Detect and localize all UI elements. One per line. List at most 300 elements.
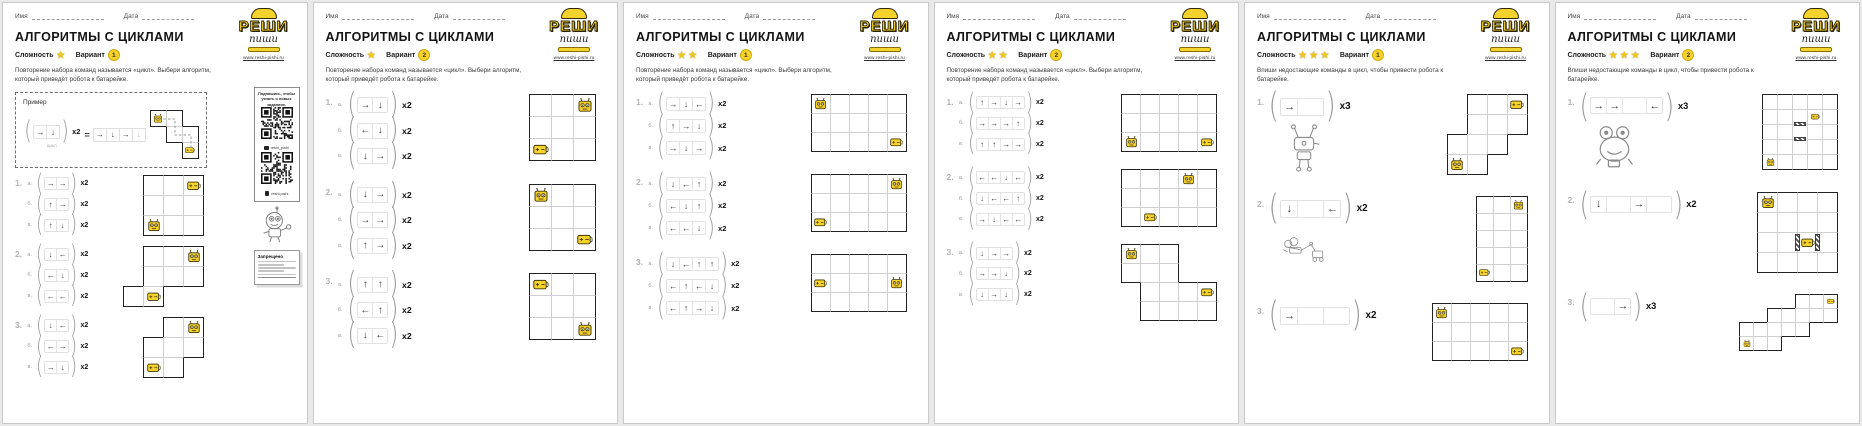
grid-cell bbox=[1817, 232, 1838, 253]
date-line bbox=[1695, 12, 1747, 20]
options-list bbox=[957, 163, 1044, 233]
grid-cell bbox=[830, 212, 850, 232]
difficulty-star: ★ bbox=[677, 49, 686, 60]
grid-cell bbox=[1140, 244, 1160, 264]
grid-cell bbox=[1822, 139, 1838, 155]
grid-cell bbox=[529, 206, 552, 229]
open-paren: ( bbox=[36, 239, 44, 268]
repeat-label: x2 bbox=[1035, 119, 1044, 127]
fill-loop-block bbox=[1578, 287, 1657, 326]
loop-cell: ↑ bbox=[362, 279, 368, 291]
robot-icon bbox=[1125, 248, 1138, 260]
loop-cell: → bbox=[372, 213, 387, 227]
grid-cell bbox=[183, 266, 204, 287]
loop-cells bbox=[666, 301, 719, 315]
page-title: АЛГОРИТМЫ С ЦИКЛАМИ bbox=[946, 30, 1116, 44]
grid-cell bbox=[163, 215, 184, 236]
grid-cell bbox=[1470, 322, 1490, 342]
puzzle-grid bbox=[1121, 94, 1218, 153]
wall-hatch bbox=[1795, 234, 1800, 251]
loop-cell-blank bbox=[1606, 197, 1630, 212]
grid-cell bbox=[1757, 212, 1778, 233]
loop-cells bbox=[976, 171, 1025, 184]
grid-cell-robot bbox=[811, 94, 831, 114]
grid-cell bbox=[1809, 308, 1824, 323]
options-list bbox=[25, 310, 89, 381]
loop-cell: ↓ bbox=[362, 150, 368, 162]
loop-cells bbox=[357, 123, 388, 139]
repeat-label: x2 bbox=[718, 121, 727, 131]
grid-cell bbox=[1467, 94, 1488, 115]
loop-cells bbox=[666, 279, 719, 293]
fill-loop-block bbox=[1267, 85, 1351, 174]
repeat-label: x2 bbox=[72, 127, 81, 137]
loop-cells bbox=[44, 269, 69, 282]
pencil-icon bbox=[558, 47, 590, 52]
grid-cell bbox=[1140, 132, 1160, 152]
puzzle-grid-wrap bbox=[811, 254, 908, 313]
grid-cell bbox=[183, 195, 204, 216]
repeat-label: x2 bbox=[80, 342, 89, 350]
loop-pill bbox=[35, 310, 89, 339]
date-line bbox=[453, 12, 505, 20]
loop-cell: → bbox=[1614, 299, 1630, 314]
loop-cell: ← bbox=[988, 172, 1000, 183]
puzzle-grid bbox=[811, 94, 908, 153]
grid-cell bbox=[1822, 109, 1838, 125]
difficulty-star: ★ bbox=[1620, 49, 1629, 60]
close-paren: ) bbox=[70, 239, 78, 268]
algorithm-option bbox=[957, 129, 1044, 158]
loop-cell-blank bbox=[1646, 197, 1670, 212]
grid-cell bbox=[123, 286, 144, 307]
grid-cell bbox=[1507, 114, 1528, 135]
grid-cell bbox=[143, 175, 164, 196]
loop-cell: → bbox=[988, 268, 1000, 279]
date-line bbox=[142, 12, 194, 20]
option-letter: б. bbox=[337, 127, 343, 134]
repeat-label: x2 bbox=[718, 223, 727, 233]
open-paren: ( bbox=[36, 260, 44, 289]
puzzle-grid-wrap bbox=[1739, 294, 1839, 352]
close-paren: ) bbox=[389, 317, 399, 353]
loop-cells bbox=[1590, 196, 1672, 213]
grid-cell bbox=[1178, 113, 1198, 133]
loop-pill bbox=[656, 110, 727, 141]
loop-caption: цикл bbox=[46, 142, 57, 148]
option-letter: а. bbox=[648, 260, 653, 267]
loop-pill bbox=[1267, 187, 1368, 228]
open-paren: ( bbox=[657, 247, 665, 278]
loop-cell: ← bbox=[1000, 214, 1012, 225]
option-letter: а. bbox=[27, 251, 32, 258]
grid-cell bbox=[1795, 308, 1810, 323]
puzzle-grid bbox=[1476, 196, 1529, 283]
puzzle-grid-wrap bbox=[1762, 94, 1839, 171]
open-paren: ( bbox=[1579, 86, 1589, 125]
loop-cell: ↓ bbox=[48, 321, 53, 331]
loop-cell: ↓ bbox=[705, 302, 718, 314]
puzzle-grid-wrap bbox=[529, 94, 597, 162]
brand-logo bbox=[1162, 8, 1228, 60]
puzzle-grid bbox=[123, 246, 205, 308]
option-letter: б. bbox=[648, 122, 653, 129]
loop-cell: ↑ bbox=[692, 178, 705, 190]
grid-cell-robot bbox=[1121, 244, 1141, 264]
loop-cells bbox=[976, 213, 1025, 226]
loop-cell: ← bbox=[360, 125, 371, 137]
options-list bbox=[336, 266, 412, 353]
option-letter: в. bbox=[959, 291, 964, 298]
brand-logo bbox=[1783, 8, 1849, 60]
name-label: Имя bbox=[15, 13, 28, 20]
grid-cell bbox=[868, 212, 888, 232]
puzzle-grid bbox=[1762, 94, 1839, 171]
grid-cell bbox=[551, 228, 574, 251]
grid-cell-battery bbox=[183, 175, 204, 196]
grid-cell bbox=[1777, 109, 1793, 125]
grid-cell-battery bbox=[1197, 132, 1217, 152]
option-letter: а. bbox=[958, 99, 964, 106]
robot-icon bbox=[1125, 136, 1138, 148]
grid-cell bbox=[1197, 94, 1217, 114]
logo-title: РЕШИ bbox=[1791, 18, 1841, 35]
grid-cell bbox=[830, 254, 850, 274]
task bbox=[15, 239, 207, 310]
grid-cell bbox=[1197, 301, 1217, 321]
loop-cell: → bbox=[56, 341, 68, 352]
grid-cell bbox=[1451, 341, 1471, 361]
loop-cells bbox=[44, 340, 69, 353]
battery-icon bbox=[147, 362, 161, 373]
grid-cell-battery bbox=[1507, 94, 1528, 115]
robot-icon bbox=[890, 277, 903, 289]
puzzle-grid-wrap bbox=[1121, 94, 1218, 153]
grid-cell bbox=[163, 246, 184, 267]
name-label: Имя bbox=[1567, 13, 1581, 20]
robot-icon bbox=[187, 321, 201, 334]
loop-pill bbox=[346, 227, 412, 263]
loop-cells bbox=[44, 361, 69, 374]
loop-cell: ↓ bbox=[1000, 172, 1012, 183]
grid-cell bbox=[811, 292, 831, 312]
loop-cell: → bbox=[978, 269, 987, 279]
loop-cells bbox=[976, 96, 1025, 109]
algorithm-option bbox=[25, 168, 89, 197]
grid-cell bbox=[1432, 341, 1452, 361]
task-number: 1. bbox=[636, 96, 644, 107]
robot-icon bbox=[153, 114, 163, 123]
loop-cell: → bbox=[1012, 97, 1024, 108]
grid-cell bbox=[1159, 282, 1179, 302]
algorithm-option bbox=[25, 331, 89, 360]
open-paren: ( bbox=[967, 87, 975, 116]
option-letter: в. bbox=[27, 222, 32, 229]
grid-cell bbox=[1807, 124, 1823, 140]
close-paren: ) bbox=[389, 291, 399, 327]
page-title: АЛГОРИТМЫ С ЦИКЛАМИ bbox=[325, 30, 495, 44]
option-letter: б. bbox=[27, 201, 32, 208]
task bbox=[1567, 86, 1848, 172]
loop-cell: ← bbox=[1000, 193, 1012, 204]
grid-cell bbox=[1823, 308, 1838, 323]
options-list bbox=[336, 176, 412, 263]
instruction-text: Повторение набора команд называется «цикл». Выбери алгоритм, который приведёт робота к батарейке. bbox=[946, 67, 1143, 84]
task-number: 2. bbox=[1567, 195, 1575, 206]
sequence-cell: ↓ bbox=[132, 128, 146, 142]
loop-cell: ↑ bbox=[980, 139, 985, 149]
option-letter: а. bbox=[958, 174, 964, 181]
grid-cell-robot bbox=[1762, 154, 1778, 170]
loop-pill bbox=[656, 212, 727, 243]
grid-cell bbox=[1140, 282, 1160, 302]
option-letter: в. bbox=[338, 153, 343, 160]
loop-cell: ↑ bbox=[48, 220, 53, 230]
grid-cell bbox=[887, 113, 907, 133]
algorithm-option bbox=[25, 260, 89, 289]
grid-cell bbox=[143, 266, 164, 287]
date-line bbox=[1384, 12, 1436, 20]
battery-icon bbox=[577, 233, 593, 246]
puzzle-grid bbox=[1121, 169, 1218, 228]
option-letter: в. bbox=[27, 364, 32, 371]
variant-badge: 2 bbox=[418, 49, 430, 61]
task-number: 2. bbox=[636, 176, 644, 187]
close-paren: ) bbox=[707, 167, 715, 198]
repeat-label: x2 bbox=[80, 271, 89, 279]
date-label: Дата bbox=[744, 13, 760, 20]
task-number: 1. bbox=[1257, 96, 1265, 107]
repeat-label: x2 bbox=[731, 303, 740, 313]
option-letter: б. bbox=[958, 120, 964, 127]
repeat-label: x2 bbox=[1356, 203, 1368, 215]
repeat-label: x3 bbox=[1677, 100, 1689, 111]
grid-cell bbox=[868, 292, 888, 312]
grid-cell bbox=[529, 94, 552, 117]
grid-cell bbox=[868, 94, 888, 114]
battery-icon bbox=[814, 278, 827, 288]
fill-loop-block bbox=[1267, 294, 1377, 335]
repeat-label: x2 bbox=[1035, 99, 1044, 107]
difficulty-label: Сложность bbox=[15, 51, 54, 59]
grid-cell bbox=[1809, 294, 1824, 309]
grid-cell-battery bbox=[529, 138, 552, 161]
open-paren: ( bbox=[346, 266, 356, 302]
option-letter: б. bbox=[958, 195, 964, 202]
open-paren: ( bbox=[1268, 85, 1279, 126]
loop-pill bbox=[35, 281, 89, 310]
variant-label: Вариант bbox=[386, 51, 416, 59]
loop-pill bbox=[1267, 294, 1377, 335]
repeat-label: x3 bbox=[1645, 301, 1657, 312]
subscribe-text: Подпишись, чтобы узнать о новых заданиях. bbox=[258, 91, 295, 107]
grid-cell bbox=[551, 184, 574, 207]
loop-with-caption bbox=[23, 116, 81, 148]
repeat-label: x2 bbox=[402, 125, 412, 136]
option-letter: а. bbox=[27, 322, 32, 329]
grid-cell-battery bbox=[811, 212, 831, 232]
grid-cell bbox=[1489, 303, 1509, 323]
option-letter: б. bbox=[648, 202, 653, 209]
grid-cell bbox=[1159, 132, 1179, 152]
forbidden-box bbox=[254, 250, 300, 285]
repeat-label: x2 bbox=[80, 322, 89, 330]
tasks-list bbox=[15, 168, 207, 381]
loop-cell: ← bbox=[56, 249, 68, 260]
grid-cell bbox=[1159, 301, 1179, 321]
grid-cell bbox=[1807, 94, 1823, 110]
loop-cell: ← bbox=[56, 291, 68, 302]
worksheet-page bbox=[2, 2, 308, 424]
repeat-label: x2 bbox=[1023, 249, 1032, 257]
grid-cell bbox=[1762, 94, 1778, 110]
grid-cell bbox=[1140, 301, 1160, 321]
loop-cell: → bbox=[56, 199, 68, 210]
loop-cell: ← bbox=[668, 303, 678, 314]
loop-cell: → bbox=[679, 120, 692, 132]
grid-cell bbox=[551, 138, 574, 161]
loop-cells bbox=[357, 277, 388, 293]
fill-loop-block bbox=[1578, 86, 1689, 172]
battery-icon bbox=[533, 278, 549, 291]
difficulty-label: Сложность bbox=[1257, 51, 1296, 59]
tasks-list bbox=[1567, 86, 1848, 352]
grid-cell bbox=[1121, 169, 1141, 189]
grid-cell bbox=[1476, 196, 1494, 214]
grid-cell-robot bbox=[1447, 154, 1468, 175]
options-list bbox=[646, 247, 740, 323]
close-paren: ) bbox=[1025, 129, 1033, 158]
algorithm-option bbox=[25, 239, 89, 268]
loop-cell: ↑ bbox=[705, 258, 718, 270]
variant-label: Вариант bbox=[1018, 51, 1048, 59]
grid-cell bbox=[183, 337, 204, 358]
loop-cell: → bbox=[372, 188, 387, 202]
option-letter: в. bbox=[959, 216, 964, 223]
grid-cell bbox=[1487, 134, 1508, 155]
logo-title: РЕШИ bbox=[859, 18, 910, 35]
repeat-label: x2 bbox=[80, 180, 89, 188]
repeat-label: x3 bbox=[1339, 101, 1351, 113]
date-label: Дата bbox=[1365, 13, 1381, 20]
task bbox=[325, 86, 606, 173]
close-paren: ) bbox=[1342, 187, 1353, 228]
grid-cell bbox=[551, 295, 574, 318]
grid-cell bbox=[887, 94, 907, 114]
grid-cell-robot bbox=[183, 317, 204, 338]
loop-cell: → bbox=[360, 99, 371, 111]
grid-cell bbox=[1508, 322, 1528, 342]
grid-cell bbox=[1777, 154, 1793, 170]
pencil-icon bbox=[1800, 47, 1832, 52]
grid-cell-battery bbox=[143, 286, 164, 307]
grid-cell bbox=[1178, 301, 1198, 321]
repeat-label: x2 bbox=[718, 179, 727, 189]
loop-cells bbox=[976, 247, 1013, 260]
grid-cell-robot bbox=[143, 215, 164, 236]
redacted-text-line bbox=[258, 277, 296, 279]
loop-cell: ↑ bbox=[372, 303, 387, 317]
loop-pill bbox=[1578, 185, 1697, 224]
grid-cell bbox=[849, 212, 869, 232]
loop-cell: → bbox=[1012, 139, 1024, 150]
grid-cell bbox=[1493, 213, 1511, 231]
grid-cell-battery bbox=[887, 132, 907, 152]
loop-cell: ↑ bbox=[679, 280, 692, 292]
task-number: 3. bbox=[1567, 297, 1575, 308]
robot-icon bbox=[147, 219, 161, 232]
difficulty-label: Сложность bbox=[325, 51, 365, 59]
social-handle-text: reshi.pishi bbox=[271, 191, 289, 196]
close-paren: ) bbox=[1013, 238, 1021, 267]
loop-cell: ↓ bbox=[980, 290, 985, 300]
option-letter: б. bbox=[337, 307, 343, 314]
battery-icon bbox=[1511, 346, 1524, 356]
open-paren: ( bbox=[1579, 287, 1589, 326]
loop-cells bbox=[44, 177, 69, 190]
loop-cell: → bbox=[1283, 309, 1296, 322]
loop-cells bbox=[1590, 97, 1663, 114]
loop-cell: ↓ bbox=[362, 330, 368, 342]
task-number: 3. bbox=[636, 256, 644, 267]
grid-cell bbox=[182, 126, 199, 143]
name-label: Имя bbox=[1257, 13, 1270, 20]
loop-cell: ← bbox=[679, 258, 692, 270]
algorithm-option bbox=[336, 317, 412, 353]
grid-cell bbox=[849, 193, 869, 213]
loop-pill bbox=[656, 292, 740, 323]
grid-cell-robot bbox=[1178, 169, 1198, 189]
options-list bbox=[646, 167, 727, 243]
grid-cell bbox=[1767, 322, 1782, 337]
loop-cell: ↑ bbox=[372, 278, 387, 292]
loop-cell: ↑ bbox=[988, 139, 1000, 150]
name-line bbox=[653, 12, 725, 20]
loop-cell: ↓ bbox=[988, 214, 1000, 225]
difficulty-label: Сложность bbox=[636, 51, 675, 59]
example-row bbox=[23, 110, 199, 160]
task-number: 3. bbox=[1257, 305, 1265, 316]
grid-cell bbox=[868, 174, 888, 194]
repeat-label: x2 bbox=[80, 251, 89, 259]
difficulty-star: ★ bbox=[999, 49, 1008, 60]
option-letter: в. bbox=[648, 305, 653, 312]
grid-cell-battery bbox=[573, 228, 596, 251]
grid-cell bbox=[163, 357, 184, 378]
grid-cell bbox=[529, 317, 552, 340]
grid-cell bbox=[1178, 94, 1198, 114]
option-letter: а. bbox=[337, 102, 343, 109]
loop-cell: → bbox=[988, 97, 1000, 108]
grid-cell bbox=[1762, 109, 1778, 125]
puzzle-grid-wrap bbox=[529, 273, 597, 341]
variant-label: Вариант bbox=[1650, 51, 1680, 59]
grid-cell bbox=[1178, 132, 1198, 152]
grid-cell bbox=[1797, 192, 1818, 213]
loop-cell: ← bbox=[46, 291, 55, 301]
logo-url: www.reshi-pishi.ru bbox=[243, 55, 284, 60]
loop-pill bbox=[1578, 287, 1657, 326]
name-label: Имя bbox=[946, 13, 960, 20]
grid-cell bbox=[1510, 230, 1528, 248]
variant-label: Вариант bbox=[1339, 51, 1369, 59]
grid-cell bbox=[166, 126, 183, 143]
task bbox=[1567, 185, 1848, 274]
loop-cell: ↓ bbox=[56, 270, 68, 281]
loop-cell: → bbox=[1000, 139, 1012, 150]
loop-cell: → bbox=[1000, 248, 1012, 259]
open-paren: ( bbox=[657, 212, 665, 243]
